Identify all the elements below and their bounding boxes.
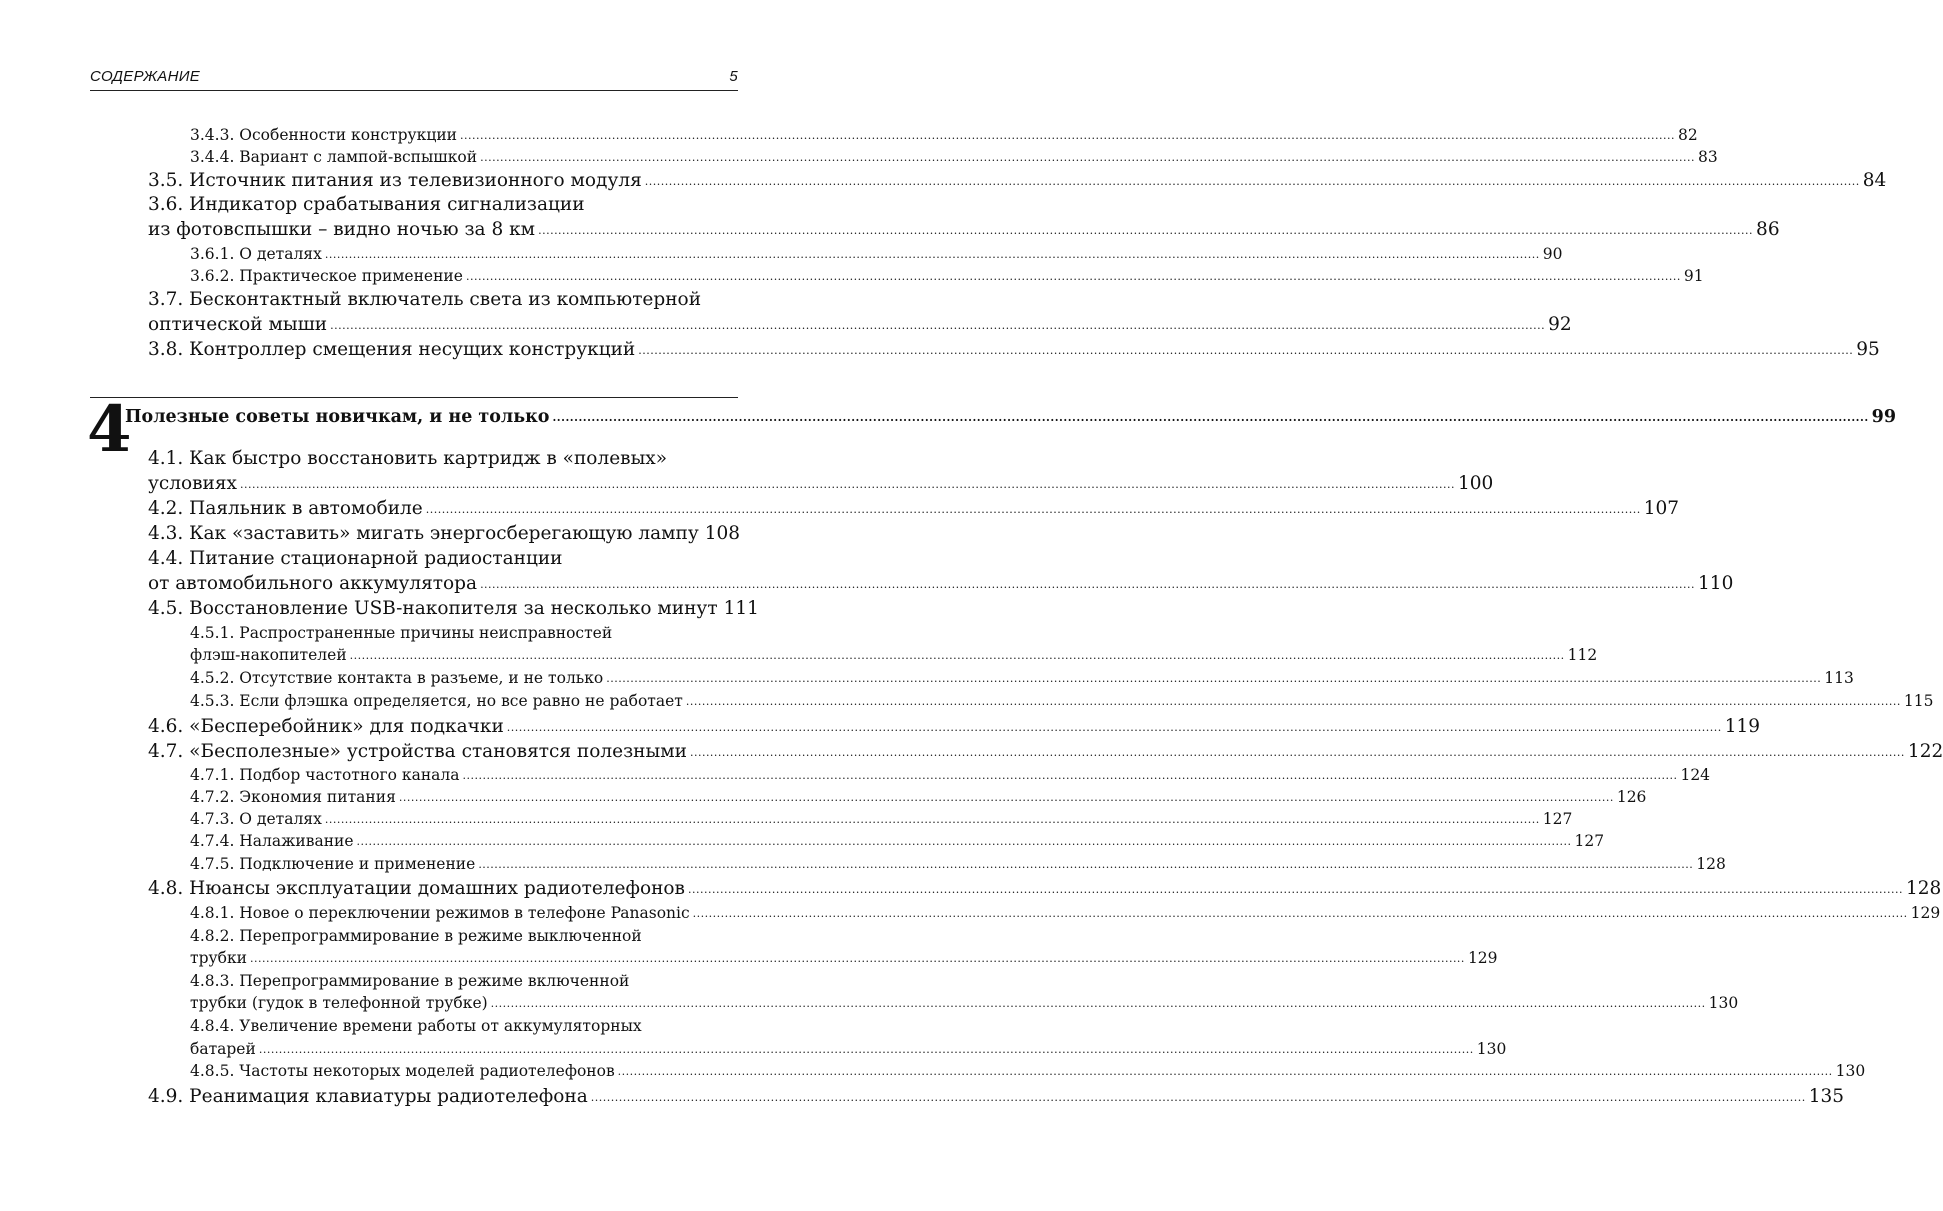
toc-entry-4-6[interactable]: 4.6. «Бесперебойник» для подкачки ..... 119 [148,716,738,737]
toc-entry-4-4[interactable]: от автомобильного аккумулятора ..... 110 [148,573,738,594]
toc-entry-4-8[interactable]: 4.8. Нюансы эксплуатации домашних радиотелефонов ..... 128 [148,878,738,899]
toc-entry-3-5[interactable]: 3.5. Источник питания из телевизионного модуля ..... 84 [148,170,738,191]
toc-entry-3-8[interactable]: 3.8. Контроллер смещения несущих конструкций ..... 95 [148,339,738,360]
toc-entry-4-9[interactable]: 4.9. Реанимация клавиатуры радиотелефона ..... 135 [148,1086,738,1107]
toc-entry-4-7-5[interactable]: 4.7.5. Подключение и применение ..... 128 [190,855,738,873]
toc-entry-4-1-line1: 4.1. Как быстро восстановить картридж в «полевых» [148,448,668,469]
toc-entry-3-4-4[interactable]: 3.4.4. Вариант с лампой-вспышкой ..... 83 [190,148,738,166]
toc-entry-4-8-3[interactable]: трубки (гудок в телефонной трубке) ..... 130 [190,994,738,1012]
toc-entry-4-8-5[interactable]: 4.8.5. Частоты некоторых моделей радиотелефонов ..... 130 [190,1062,738,1080]
toc-entry-4-7-3[interactable]: 4.7.3. О деталях ..... 127 [190,810,738,828]
toc-entry-4-7-2[interactable]: 4.7.2. Экономия питания ..... 126 [190,788,738,806]
toc-entry-4-5-3[interactable]: 4.5.3. Если флэшка определяется, но все равно не работает ..... 115 [190,692,738,710]
toc-entry-3-7[interactable]: оптической мыши ..... 92 [148,314,738,335]
toc-chapter-4[interactable]: Полезные советы новичкам, и не только ..... 99 [125,407,738,427]
toc-entry-4-8-4-line1: 4.8.4. Увеличение времени работы от аккумуляторных [190,1017,642,1035]
toc-entry-4-1[interactable]: условиях ..... 100 [148,473,738,494]
toc-entry-4-4-line1: 4.4. Питание стационарной радиостанции [148,548,563,569]
toc-entry-4-5-1[interactable]: флэш-накопителей ..... 112 [190,646,738,664]
toc-entry-4-5[interactable]: 4.5. Восстановление USB-накопителя за несколько минут 111 [148,598,759,619]
toc-entry-4-3[interactable]: 4.3. Как «заставить» мигать энергосберегающую лампу 108 [148,523,741,544]
toc-entry-4-8-1[interactable]: 4.8.1. Новое о переключении режимов в телефоне Panasonic ..... 129 [190,904,738,922]
toc-entry-4-7[interactable]: 4.7. «Бесполезные» устройства становятся полезными ..... 122 [148,741,738,762]
toc-entry-4-8-4[interactable]: батарей ..... 130 [190,1040,738,1058]
toc-entry-4-8-3-line1: 4.8.3. Перепрограммирование в режиме включенной [190,972,630,990]
header-section-title: СОДЕРЖАНИЕ [90,68,201,85]
toc-entry-3-4-3[interactable]: 3.4.3. Особенности конструкции ..... 82 [190,126,738,144]
toc-entry-4-7-1[interactable]: 4.7.1. Подбор частотного канала ..... 124 [190,766,738,784]
header-page-number: 5 [729,68,738,85]
chapter-divider [90,397,738,398]
toc-entry-3-6-line1: 3.6. Индикатор срабатывания сигнализации [148,194,585,215]
toc-entry-3-6[interactable]: из фотовспышки – видно ночью за 8 км ..... 86 [148,219,738,240]
chapter-number: 4 [87,392,132,467]
toc-entry-3-7-line1: 3.7. Бесконтактный включатель света из компьютерной [148,289,702,310]
toc-entry-4-8-2[interactable]: трубки ..... 129 [190,949,738,967]
running-header [90,66,738,91]
toc-entry-3-6-2[interactable]: 3.6.2. Практическое применение ..... 91 [190,267,738,285]
toc-entry-4-2[interactable]: 4.2. Паяльник в автомобиле ..... 107 [148,498,738,519]
toc-entry-3-6-1[interactable]: 3.6.1. О деталях ..... 90 [190,245,738,263]
toc-entry-4-5-1-line1: 4.5.1. Распространенные причины неисправностей [190,624,613,642]
toc-entry-4-7-4[interactable]: 4.7.4. Налаживание ..... 127 [190,832,738,850]
toc-entry-4-5-2[interactable]: 4.5.2. Отсутствие контакта в разъеме, и не только ..... 113 [190,669,738,687]
toc-entry-4-8-2-line1: 4.8.2. Перепрограммирование в режиме выключенной [190,927,642,945]
